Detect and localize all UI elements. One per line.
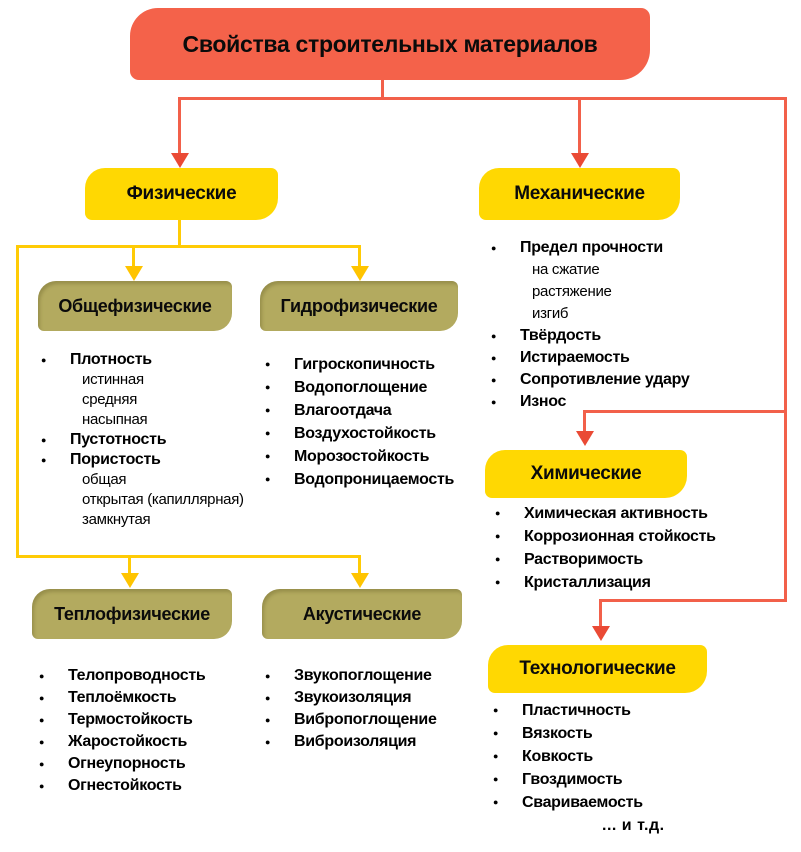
list-technological xyxy=(490,699,665,837)
list-item: ● Истираемость xyxy=(488,347,689,369)
list-item: ● Звукопоглощение xyxy=(262,665,437,687)
connector-chemical-stem xyxy=(583,410,586,432)
list-item: ● Водопоглощение xyxy=(262,376,454,399)
list-item: ● Жаростойкость xyxy=(36,731,205,753)
list-item: ● Влагоотдача xyxy=(262,399,454,422)
general-physical-label: Общефизические xyxy=(58,295,212,316)
arrow-down-icon-chemical xyxy=(576,431,594,446)
list-item: ● Виброизоляция xyxy=(262,731,437,753)
connector-mechanical-stem xyxy=(578,97,581,154)
hydrophysical-label: Гидрофизические xyxy=(280,295,438,316)
list-item: ● Звукоизоляция xyxy=(262,687,437,709)
list-item: ● Пористость xyxy=(38,450,244,470)
list-mechanical xyxy=(488,237,689,413)
list-general-physical xyxy=(38,350,244,530)
list-item: ● Вязкость xyxy=(490,722,665,745)
connector-bottom-horizontal xyxy=(16,555,361,558)
list-hydrophysical xyxy=(262,353,454,491)
list-item: ● Пластичность xyxy=(490,699,665,722)
list-item: ● Гвоздимость xyxy=(490,768,665,791)
node-mechanical xyxy=(479,168,680,220)
list-item: ● Коррозионная стойкость xyxy=(492,525,716,548)
node-title xyxy=(130,8,650,80)
list-item: изгиб xyxy=(532,305,569,322)
list-acoustic xyxy=(262,665,437,753)
list-item: ● Водопроницаемость xyxy=(262,468,454,491)
arrow-down-icon-hydrophysical xyxy=(351,266,369,281)
list-item: на сжатие xyxy=(532,261,600,278)
list-item: ● Твёрдость xyxy=(488,325,689,347)
arrow-down-icon-thermophysical xyxy=(121,573,139,588)
connector-acoustic-stem xyxy=(358,555,361,574)
arrow-down-icon-general-physical xyxy=(125,266,143,281)
connector-technological-horizontal xyxy=(599,599,787,602)
list-item: ● Огнестойкость xyxy=(36,775,205,797)
arrow-down-icon-physical xyxy=(171,153,189,168)
list-item: общая xyxy=(82,471,127,488)
list-item: истинная xyxy=(82,371,144,388)
list-item: замкнутая xyxy=(82,511,151,528)
acoustic-label: Акустические xyxy=(302,603,422,624)
connector-left-vertical xyxy=(16,245,19,558)
node-acoustic xyxy=(262,589,462,639)
list-chemical xyxy=(492,502,716,594)
chemical-label: Химические xyxy=(530,463,642,484)
node-thermophysical xyxy=(32,589,232,639)
node-technological xyxy=(488,645,707,693)
physical-label: Физические xyxy=(126,183,237,204)
list-item: ● Огнеупорность xyxy=(36,753,205,775)
etcetera-label: ... и т.д. xyxy=(602,817,665,834)
list-item: ● Вибропоглощение xyxy=(262,709,437,731)
connector-thermophysical-stem xyxy=(128,555,131,574)
list-item: ● Износ xyxy=(488,391,689,413)
list-item: ● Морозостойкость xyxy=(262,445,454,468)
list-item: ● Химическая активность xyxy=(492,502,716,525)
connector-technological-stem xyxy=(599,599,602,627)
thermophysical-label: Теплофизические xyxy=(54,603,210,624)
title-label: Свойства строительных материалов xyxy=(182,30,598,57)
list-item: растяжение xyxy=(532,283,612,300)
connector-right-vertical xyxy=(784,97,787,602)
node-general-physical xyxy=(38,281,232,331)
arrow-down-icon-mechanical xyxy=(571,153,589,168)
connector-general-physical-stem xyxy=(132,245,135,267)
list-item: ● Телопроводность xyxy=(36,665,205,687)
list-item: ● Гигроскопичность xyxy=(262,353,454,376)
list-item: ● Ковкость xyxy=(490,745,665,768)
node-chemical xyxy=(485,450,687,498)
list-item: средняя xyxy=(82,391,138,408)
list-item: ● Термостойкость xyxy=(36,709,205,731)
node-hydrophysical xyxy=(260,281,458,331)
connector-mid-horizontal xyxy=(16,245,361,248)
connector-physical-stem xyxy=(178,97,181,154)
list-item: ● Сопротивление удару xyxy=(488,369,689,391)
list-item: открытая (капиллярная) xyxy=(82,491,244,508)
list-item: насыпная xyxy=(82,411,148,428)
mechanical-label: Механические xyxy=(514,183,645,204)
list-item: ● Пустотность xyxy=(38,430,244,450)
list-item: ● Теплоёмкость xyxy=(36,687,205,709)
list-item: ● Воздухостойкость xyxy=(262,422,454,445)
list-thermophysical xyxy=(36,665,205,797)
connector-physical-bottom-stem xyxy=(178,220,181,248)
list-item: ● Плотность xyxy=(38,350,244,370)
technological-label: Технологические xyxy=(519,658,676,679)
list-item: ● Свариваемость xyxy=(490,791,665,814)
list-item: ● Предел прочности xyxy=(488,237,689,259)
arrow-down-icon-acoustic xyxy=(351,573,369,588)
arrow-down-icon-technological xyxy=(592,626,610,641)
list-item: ● Растворимость xyxy=(492,548,716,571)
connector-hydrophysical-stem xyxy=(358,245,361,267)
connector-top-horizontal xyxy=(178,97,787,100)
list-item: ● Кристаллизация xyxy=(492,571,716,594)
node-physical xyxy=(85,168,278,220)
